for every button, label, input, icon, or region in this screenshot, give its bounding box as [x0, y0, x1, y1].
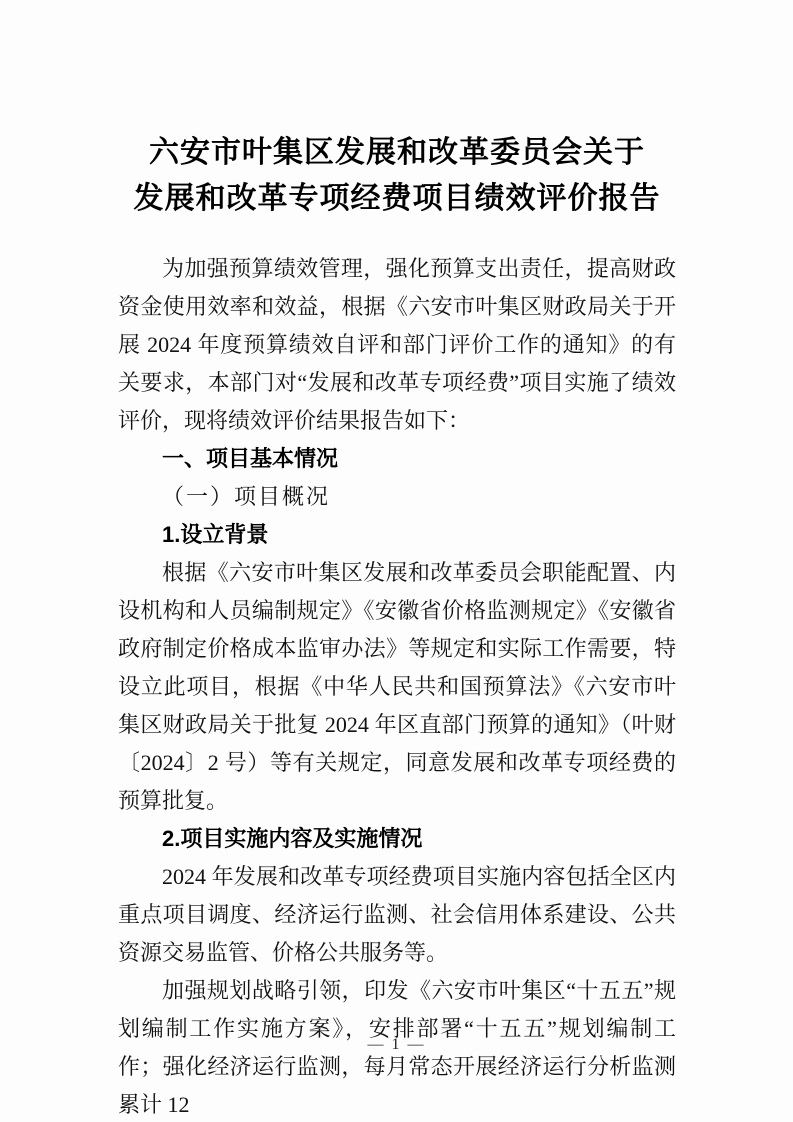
intro-paragraph: 为加强预算绩效管理，强化预算支出责任，提高财政资金使用效率和效益，根据《六安市叶集区财政局关于开展 2024 年度预算绩效自评和部门评价工作的通知》的有关要求，本部门对“发展和改革专项经费”项目实施了绩效评价，现将绩效评价结果报告如下：: [118, 256, 676, 433]
document-content: [118, 130, 676, 1122]
page-number: — 1 —: [367, 1036, 426, 1053]
document-title-line-2: 发展和改革专项经费项目绩效评价报告: [133, 182, 661, 215]
document-title-line-1: 六安市叶集区发展和改革委员会关于: [149, 136, 645, 169]
subheading-implementation-content: 2.项目实施内容及实施情况: [162, 826, 423, 851]
subsection-heading-project-profile: （一）项目概况: [162, 484, 331, 509]
document-title: [118, 130, 676, 222]
implementation-scope-paragraph: 2024 年发展和改革专项经费项目实施内容包括全区内重点项目调度、经济运行监测、社会信用体系建设、公共资源交易监管、价格公共服务等。: [118, 864, 676, 965]
implementation-detail-paragraph: 加强规划战略引领，印发《六安市叶集区“十五五”规划编制工作实施方案》，安排部署“十五五”规划编制工作；强化经济运行监测，每月常态开展经济运行分析监测累计 12: [118, 978, 676, 1117]
background-paragraph: 根据《六安市叶集区发展和改革委员会职能配置、内设机构和人员编制规定》《安徽省价格监测规定》《安徽省政府制定价格成本监审办法》等规定和实际工作需要，特设立此项目，根据《中华人民共和国预算法》《六安市叶集区财政局关于批复 2024 年区直部门预算的通知》（叶财〔2024〕2 号）等有关规定，同意发展和改革专项经费的预算批复。: [118, 560, 676, 813]
section-heading-project-overview: 一、项目基本情况: [162, 446, 339, 471]
subheading-establishment-background: 1.设立背景: [162, 522, 269, 547]
